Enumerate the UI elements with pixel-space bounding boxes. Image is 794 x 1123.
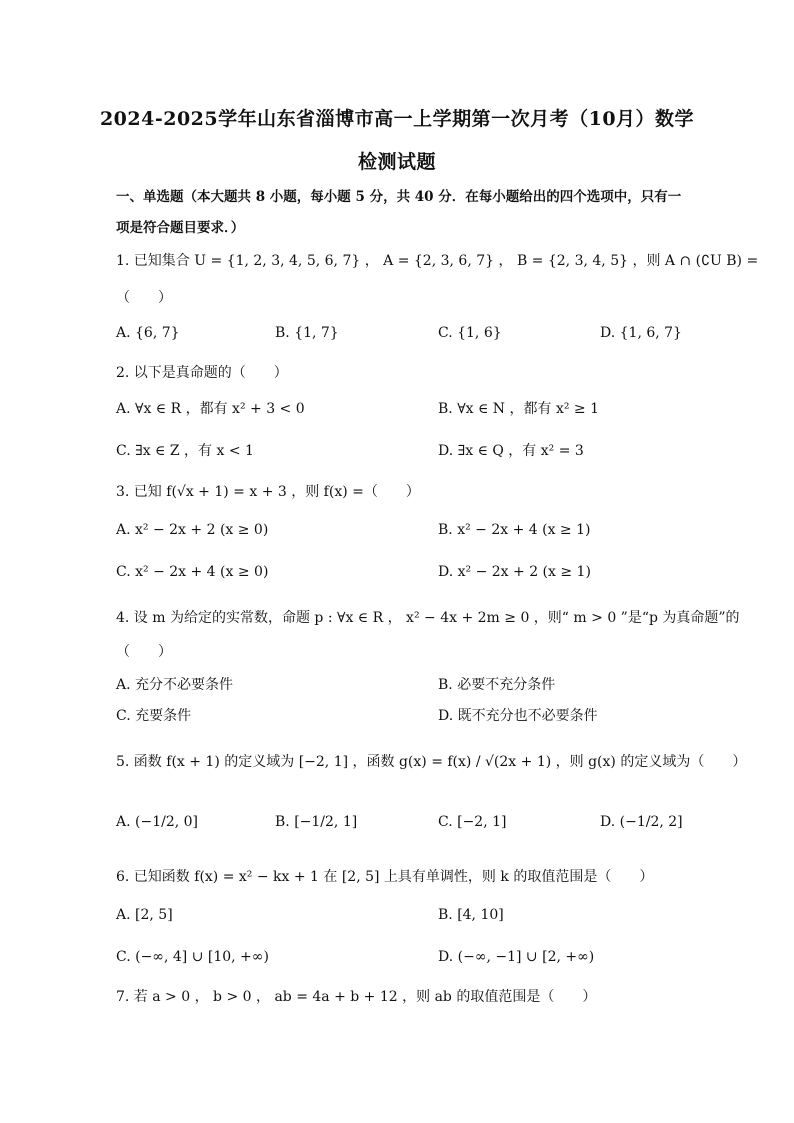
- q4-option-d: D. 既不充分也不必要条件: [438, 708, 598, 724]
- q1-paren: （ ）: [116, 290, 172, 306]
- q7-stem: 7. 若 a > 0 ， b > 0 ， ab = 4a + b + 12 ，则 ab 的取值范围是（ ）: [116, 989, 597, 1005]
- q2-option-b: B. ∀x ∈ N ，都有 x² ≥ 1: [438, 401, 599, 417]
- q5-option-b: B. [−1/2, 1]: [275, 814, 358, 830]
- q5-option-c: C. [−2, 1]: [438, 814, 507, 830]
- q3-option-d: D. x² − 2x + 2 (x ≥ 1): [438, 564, 591, 580]
- q6-option-d: D. (−∞, −1] ∪ [2, +∞): [438, 949, 595, 965]
- q3-option-c: C. x² − 2x + 4 (x ≥ 0): [116, 564, 269, 580]
- q4-stem: 4. 设 m 为给定的实常数，命题 p : ∀x ∈ R ， x² − 4x + 2m ≥ 0 ，则“ m > 0 ”是“p 为真命题”的: [116, 610, 740, 626]
- q4-option-a: A. 充分不必要条件: [116, 677, 234, 693]
- q2-option-c: C. ∃x ∈ Z ，有 x < 1: [116, 443, 254, 459]
- q1-option-c: C. {1, 6}: [438, 325, 502, 341]
- q6-option-b: B. [4, 10]: [438, 907, 504, 923]
- q2-stem: 2. 以下是真命题的（ ）: [116, 365, 288, 381]
- section-header-line1: 一、单选题（本大题共 8 小题，每小题 5 分，共 40 分．在每小题给出的四个选项中，只有一: [116, 189, 682, 205]
- q1-option-a: A. {6, 7}: [116, 325, 180, 341]
- section-header-line2: 项是符合题目要求．）: [116, 220, 245, 236]
- q1-option-b: B. {1, 7}: [275, 325, 339, 341]
- exam-title-line1: 2024-2025学年山东省淄博市高一上学期第一次月考（10月）数学: [99, 108, 695, 130]
- q6-stem: 6. 已知函数 f(x) = x² − kx + 1 在 [2, 5] 上具有单调性，则 k 的取值范围是（ ）: [116, 869, 654, 885]
- q6-option-a: A. [2, 5]: [116, 907, 173, 923]
- q3-option-a: A. x² − 2x + 2 (x ≥ 0): [116, 522, 269, 538]
- q4-option-c: C. 充要条件: [116, 708, 192, 724]
- q3-stem: 3. 已知 f(√x + 1) = x + 3 ，则 f(x) =（ ）: [116, 484, 420, 500]
- q4-paren: （ ）: [116, 644, 172, 660]
- q2-option-d: D. ∃x ∈ Q ，有 x² = 3: [438, 443, 584, 459]
- q5-stem: 5. 函数 f(x + 1) 的定义域为 [−2, 1] ，函数 g(x) = f(x) / √(2x + 1) ，则 g(x) 的定义域为（ ）: [116, 754, 747, 770]
- q2-option-a: A. ∀x ∈ R ，都有 x² + 3 < 0: [116, 401, 305, 417]
- q1-stem: 1. 已知集合 U = {1, 2, 3, 4, 5, 6, 7} ， A = {2, 3, 6, 7} ， B = {2, 3, 4, 5} ，则 A ∩ (∁U B) =: [116, 253, 759, 269]
- q1-option-d: D. {1, 6, 7}: [600, 325, 682, 341]
- q5-option-a: A. (−1/2, 0]: [116, 814, 199, 830]
- exam-title-line2: 检测试题: [357, 151, 436, 173]
- q6-option-c: C. (−∞, 4] ∪ [10, +∞): [116, 949, 269, 965]
- q3-option-b: B. x² − 2x + 4 (x ≥ 1): [438, 522, 591, 538]
- q4-option-b: B. 必要不充分条件: [438, 677, 556, 693]
- q5-option-d: D. (−1/2, 2]: [600, 814, 683, 830]
